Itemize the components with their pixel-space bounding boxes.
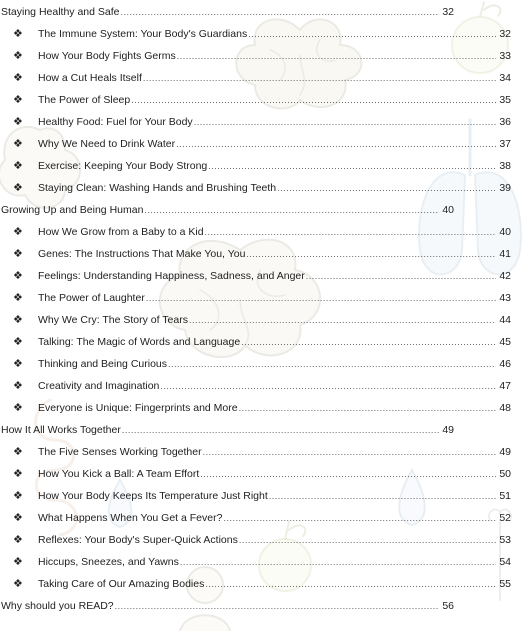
diamond-bullet-icon: ❖ xyxy=(13,71,23,84)
toc-item-title: Exercise: Keeping Your Body Strong xyxy=(38,160,208,172)
toc-dot-leader xyxy=(146,287,496,309)
toc-item-title: Talking: The Magic of Words and Language xyxy=(38,336,241,348)
toc-dot-leader xyxy=(176,133,496,155)
diamond-bullet-icon: ❖ xyxy=(13,533,23,546)
toc-item-title: The Power of Sleep xyxy=(38,94,131,106)
diamond-bullet-icon: ❖ xyxy=(13,577,23,590)
toc-page-number: 49 xyxy=(442,424,454,436)
toc-page-number: 33 xyxy=(499,50,511,62)
toc-page-number: 32 xyxy=(442,6,454,18)
toc-page-number: 52 xyxy=(499,512,511,524)
toc-dot-leader xyxy=(143,67,496,89)
toc-page-number: 32 xyxy=(499,28,511,40)
toc-item-entry[interactable] xyxy=(0,111,511,133)
toc-item-title: Hiccups, Sneezes, and Yawns xyxy=(38,556,179,568)
diamond-bullet-icon: ❖ xyxy=(13,115,23,128)
toc-page-number: 45 xyxy=(499,336,511,348)
toc-item-entry[interactable] xyxy=(0,375,511,397)
diamond-bullet-icon: ❖ xyxy=(13,225,23,238)
toc-item-entry[interactable] xyxy=(0,331,511,353)
diamond-bullet-icon: ❖ xyxy=(13,335,23,348)
toc-item-title: Taking Care of Our Amazing Bodies xyxy=(38,578,205,590)
toc-dot-leader xyxy=(205,573,496,595)
toc-item-title: Why We Cry: The Story of Tears xyxy=(38,314,188,326)
toc-page-number: 53 xyxy=(499,534,511,546)
toc-dot-leader xyxy=(241,331,496,353)
toc-item-entry[interactable] xyxy=(0,133,511,155)
toc-page-number: 40 xyxy=(499,226,511,238)
diamond-bullet-icon: ❖ xyxy=(13,159,23,172)
toc-item-entry[interactable] xyxy=(0,265,511,287)
toc-item-entry[interactable] xyxy=(0,485,511,507)
toc-item-entry[interactable] xyxy=(0,221,511,243)
diamond-bullet-icon: ❖ xyxy=(13,357,23,370)
toc-item-entry[interactable] xyxy=(0,551,511,573)
diamond-bullet-icon: ❖ xyxy=(13,93,23,106)
toc-page-number: 47 xyxy=(499,380,511,392)
toc-page-number: 51 xyxy=(499,490,511,502)
toc-dot-leader xyxy=(168,353,496,375)
toc-page-number: 46 xyxy=(499,358,511,370)
toc-item-title: What Happens When You Get a Fever? xyxy=(38,512,223,524)
toc-page-number: 49 xyxy=(499,446,511,458)
toc-page-number: 37 xyxy=(499,138,511,150)
toc-page-number: 39 xyxy=(499,182,511,194)
toc-item-entry[interactable] xyxy=(0,353,511,375)
toc-dot-leader xyxy=(239,397,496,419)
toc-section-entry[interactable] xyxy=(0,199,454,221)
toc-page-number: 54 xyxy=(499,556,511,568)
toc-item-title: How Your Body Fights Germs xyxy=(38,50,176,62)
toc-item-title: The Five Senses Working Together xyxy=(38,446,202,458)
toc-page-number: 42 xyxy=(499,270,511,282)
diamond-bullet-icon: ❖ xyxy=(13,379,23,392)
toc-page-number: 36 xyxy=(499,116,511,128)
toc-item-title: Why We Need to Drink Water xyxy=(38,138,176,150)
toc-dot-leader xyxy=(306,265,496,287)
toc-dot-leader xyxy=(131,89,496,111)
toc-dot-leader xyxy=(144,199,439,221)
diamond-bullet-icon: ❖ xyxy=(13,137,23,150)
toc-dot-leader xyxy=(121,1,440,23)
toc-item-entry[interactable] xyxy=(0,45,511,67)
toc-dot-leader xyxy=(180,551,496,573)
toc-dot-leader xyxy=(203,441,496,463)
toc-dot-leader xyxy=(208,155,496,177)
toc-item-title: Healthy Food: Fuel for Your Body xyxy=(38,116,193,128)
toc-item-title: Feelings: Understanding Happiness, Sadness, and Anger xyxy=(38,270,305,282)
diamond-bullet-icon: ❖ xyxy=(13,269,23,282)
diamond-bullet-icon: ❖ xyxy=(13,445,23,458)
toc-page-number: 40 xyxy=(442,204,454,216)
diamond-bullet-icon: ❖ xyxy=(13,291,23,304)
toc-dot-leader xyxy=(122,419,439,441)
toc-section-entry[interactable] xyxy=(0,595,454,617)
toc-item-title: How Your Body Keeps Its Temperature Just Right xyxy=(38,490,268,502)
toc-section-entry[interactable] xyxy=(0,1,454,23)
diamond-bullet-icon: ❖ xyxy=(13,313,23,326)
toc-dot-leader xyxy=(269,485,496,507)
toc-item-entry[interactable] xyxy=(0,573,511,595)
toc-page-number: 41 xyxy=(499,248,511,260)
toc-dot-leader xyxy=(194,111,496,133)
toc-page-number: 43 xyxy=(499,292,511,304)
toc-item-entry[interactable] xyxy=(0,507,511,529)
toc-item-title: Staying Clean: Washing Hands and Brushing Teeth xyxy=(38,182,277,194)
toc-dot-leader xyxy=(115,595,439,617)
diamond-bullet-icon: ❖ xyxy=(13,489,23,502)
toc-page-number: 50 xyxy=(499,468,511,480)
toc-dot-leader xyxy=(200,463,496,485)
toc-item-title: How You Kick a Ball: A Team Effort xyxy=(38,468,200,480)
toc-page-number: 56 xyxy=(442,600,454,612)
toc-section-title: Why should you READ? xyxy=(1,600,114,612)
toc-page-number: 48 xyxy=(499,402,511,414)
diamond-bullet-icon: ❖ xyxy=(13,247,23,260)
toc-section-title: Staying Healthy and Safe xyxy=(1,6,120,18)
diamond-bullet-icon: ❖ xyxy=(13,27,23,40)
toc-section-title: Growing Up and Being Human xyxy=(1,204,144,216)
toc-page-number: 35 xyxy=(499,94,511,106)
diamond-bullet-icon: ❖ xyxy=(13,49,23,62)
toc-item-title: How a Cut Heals Itself xyxy=(38,72,142,84)
toc-item-entry[interactable] xyxy=(0,463,511,485)
toc-item-entry[interactable] xyxy=(0,397,511,419)
toc-item-entry[interactable] xyxy=(0,529,511,551)
toc-item-entry[interactable] xyxy=(0,309,511,331)
diamond-bullet-icon: ❖ xyxy=(13,511,23,524)
toc-section-entry[interactable] xyxy=(0,419,454,441)
toc-page-number: 38 xyxy=(499,160,511,172)
diamond-bullet-icon: ❖ xyxy=(13,467,23,480)
toc-item-title: Creativity and Imagination xyxy=(38,380,160,392)
toc-page-number: 44 xyxy=(499,314,511,326)
toc-dot-leader xyxy=(189,309,496,331)
toc-item-title: The Power of Laughter xyxy=(38,292,145,304)
toc-dot-leader xyxy=(239,529,496,551)
toc-item-entry[interactable] xyxy=(0,441,511,463)
toc-dot-leader xyxy=(160,375,496,397)
toc-item-entry[interactable] xyxy=(0,23,511,45)
toc-dot-leader xyxy=(277,177,496,199)
toc-item-entry[interactable] xyxy=(0,89,511,111)
toc-item-title: How We Grow from a Baby to a Kid xyxy=(38,226,204,238)
toc-item-entry[interactable] xyxy=(0,155,511,177)
toc-dot-leader xyxy=(223,507,496,529)
toc-item-title: Thinking and Being Curious xyxy=(38,358,167,370)
toc-dot-leader xyxy=(248,23,496,45)
toc-dot-leader xyxy=(205,221,496,243)
toc-item-title: Everyone is Unique: Fingerprints and More xyxy=(38,402,238,414)
toc-page-number: 34 xyxy=(499,72,511,84)
diamond-bullet-icon: ❖ xyxy=(13,181,23,194)
toc-dot-leader xyxy=(246,243,496,265)
toc-item-title: Reflexes: Your Body's Super-Quick Actions xyxy=(38,534,238,546)
toc-item-title: Genes: The Instructions That Make You, You xyxy=(38,248,246,260)
toc-item-entry[interactable] xyxy=(0,177,511,199)
toc-item-title: The Immune System: Your Body's Guardians xyxy=(38,28,248,40)
toc-item-entry[interactable] xyxy=(0,287,511,309)
toc-page-number: 55 xyxy=(499,578,511,590)
toc-dot-leader xyxy=(177,45,496,67)
diamond-bullet-icon: ❖ xyxy=(13,401,23,414)
toc-section-title: How It All Works Together xyxy=(1,424,121,436)
toc-item-entry[interactable] xyxy=(0,243,511,265)
toc-item-entry[interactable] xyxy=(0,67,511,89)
diamond-bullet-icon: ❖ xyxy=(13,555,23,568)
